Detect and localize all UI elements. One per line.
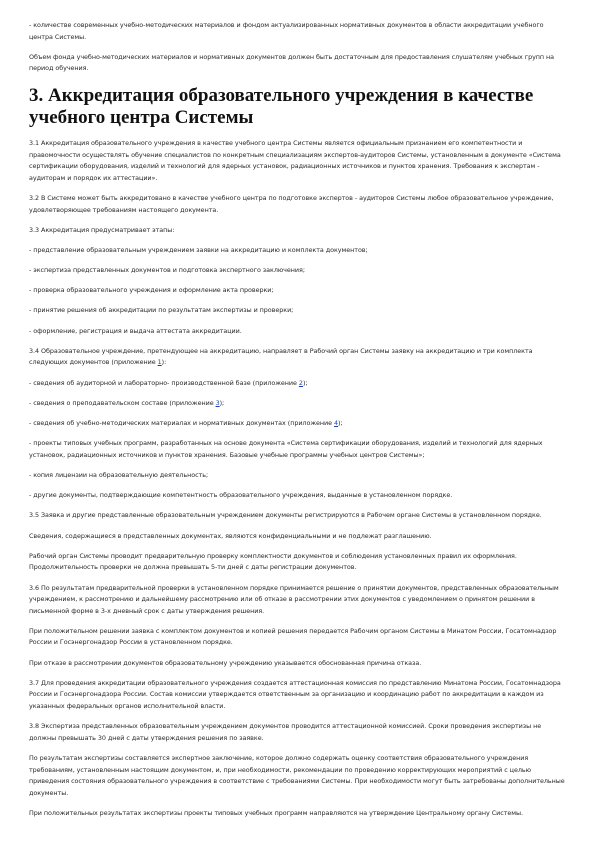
paragraph: При положительном решении заявка с комплектом документов и копией решения передается Рабочим органом Системы в Минатом России, Госатомнадзор России и Госэнергонадзор России в установленном порядке. [29,626,557,647]
paragraph: Объем фонда учебно-методических материалов и нормативных документов должен быть достаточным для предоставления слушателям учебных групп на период обучения. [29,52,555,73]
paragraph: 3.5 Заявка и другие представленные образовательным учреждением документы регистрируются в Рабочем органе Системы в установленном порядке. [29,511,542,520]
list-item: - оформление, регистрация и выдача аттестата аккредитации. [29,326,242,335]
paragraph [29,346,569,369]
list-item-text: - сведения об учебно-методических материалах и нормативных документах (приложение [29,419,335,427]
paragraph: 3.6 По результатам предварительной проверки в установленном порядке принимается решение о принятии документов, представленных образовательным учреждением, к рассмотрению и дальнейшему рассмотрению или об отказе в рассмотрении этих документов с уведомлением о принятом решении в письменной форме в 3-х дневный срок с даты утверждения решения. [29,583,559,615]
list-item-text: - сведения о преподавательском составе (приложение [29,398,216,407]
list-item: - копия лицензии на образовательную деятельность; [29,470,209,479]
paragraph: 3.8 Экспертиза представленных образовательным учреждением документов проводится аттестационной комиссией. Сроки проведения экспертизы не должны превышать 30 дней с даты утверждения решения по заявке. [29,722,542,742]
paragraph-text: 3.4 Образовательное учреждение, претендующее на аккредитацию, направляет в Рабочий орган Системы заявку на аккредитацию и три комплекта следующих документов (приложение [29,346,533,367]
list-item [29,398,569,410]
list-item-tail: ); [219,398,225,407]
paragraph: Сведения, содержащиеся в представленных документах, являются конфиденциальными и не подлежат разглашению. [29,531,432,540]
appendix-link[interactable]: 4 [334,419,339,427]
paragraph: По результатам экспертизы составляется экспертное заключение, которое должно содержать оценку соответствия образовательного учреждения требованиям, установленным настоящим документом, и, при необходимости, рекомендации по проведению корректирующих мероприятий с целью приведения состояния образовательного учреждения в соответствие с требованиями Системы. При необходимости могут быть затребованы дополнительные документы. [29,754,565,797]
list-item [29,418,569,430]
appendix-link[interactable]: 2 [298,378,303,387]
paragraph: 3.1 Аккредитация образовательного учреждения в качестве учебного центра Системы является официальным признанием его компетентности и правомочности осуществлять обучение специалистов по конкретным специализациям экспертов-аудиторов Системы, установленным в документе «Система сертификации оборудования, изделий и технологий для ядерных установок, радиационных источников и пунктов хранения. Требования к экспертам - аудиторам и порядок их аттестации». [29,138,561,182]
list-item: - экспертиза представленных документов и подготовка экспертного заключения; [29,266,305,275]
list-item: - проверка образовательного учреждения и оформление акта проверки; [29,286,274,295]
list-item-tail: ); [302,378,308,387]
list-item: - проекты типовых учебных программ, разработанных на основе документа «Система сертификации оборудования, изделий и технологий для ядерных установок, радиационных источников и пунктов хранения. Базовые учебные программы учебных центров Системы»; [29,439,543,459]
list-item-tail: ); [338,419,343,427]
paragraph-tail: ): [161,358,167,367]
paragraph: При положительных результатах экспертизы проекты типовых учебных программ направляются на утверждение Центральному органу Системы. [29,808,524,817]
paragraph: При отказе в рассмотрении документов образовательному учреждению указывается обоснованная причина отказа. [29,658,422,667]
paragraph: Рабочий орган Системы проводит предварительную проверку комплектности документов и соблюдения установленных правил их оформления. Продолжительность проверки не должна превышать 5-ти дней с даты регистрации документов. [29,551,517,572]
appendix-link[interactable]: 1 [157,358,162,367]
paragraph: 3.3 Аккредитация предусматривает этапы: [29,225,175,234]
list-item: - принятие решения об аккредитации по результатам экспертизы и проверки; [29,306,294,315]
list-item: - представление образовательным учреждением заявки на аккредитацию и комплекта документов; [29,245,368,254]
list-item [29,378,569,390]
section-heading: 3. Аккредитация образовательного учреждения в качестве учебного центра Системы [29,84,534,128]
paragraph: 3.2 В Системе может быть аккредитовано в качестве учебного центра по подготовке экспертов - аудиторов Системы любое образовательное учреждение, удовлетворяющее требованиям настоящего документа. [29,193,554,214]
paragraph: 3.7 Для проведения аккредитации образовательного учреждения создается аттестационная комиссия по представлению Минатома России, Госатомнадзора России и Госэнергонадзора России. Состав комиссии утверждается ответственным за организацию и координацию работ по аккредитации в каждом из указанных федеральных органов исполнительной власти. [29,678,561,711]
list-item-text: - сведения об аудиторной и лабораторно- производственной базе (приложение [29,378,299,387]
paragraph: - количестве современных учебно-методических материалов и фондом актуализированных нормативных документов в области аккредитации учебного центра Системы. [29,21,544,41]
document-page [29,20,569,828]
list-item: - другие документы, подтверждающие компетентность образовательного учреждения, выданные в установленном порядке. [29,491,453,500]
appendix-link[interactable]: 3 [215,398,220,407]
